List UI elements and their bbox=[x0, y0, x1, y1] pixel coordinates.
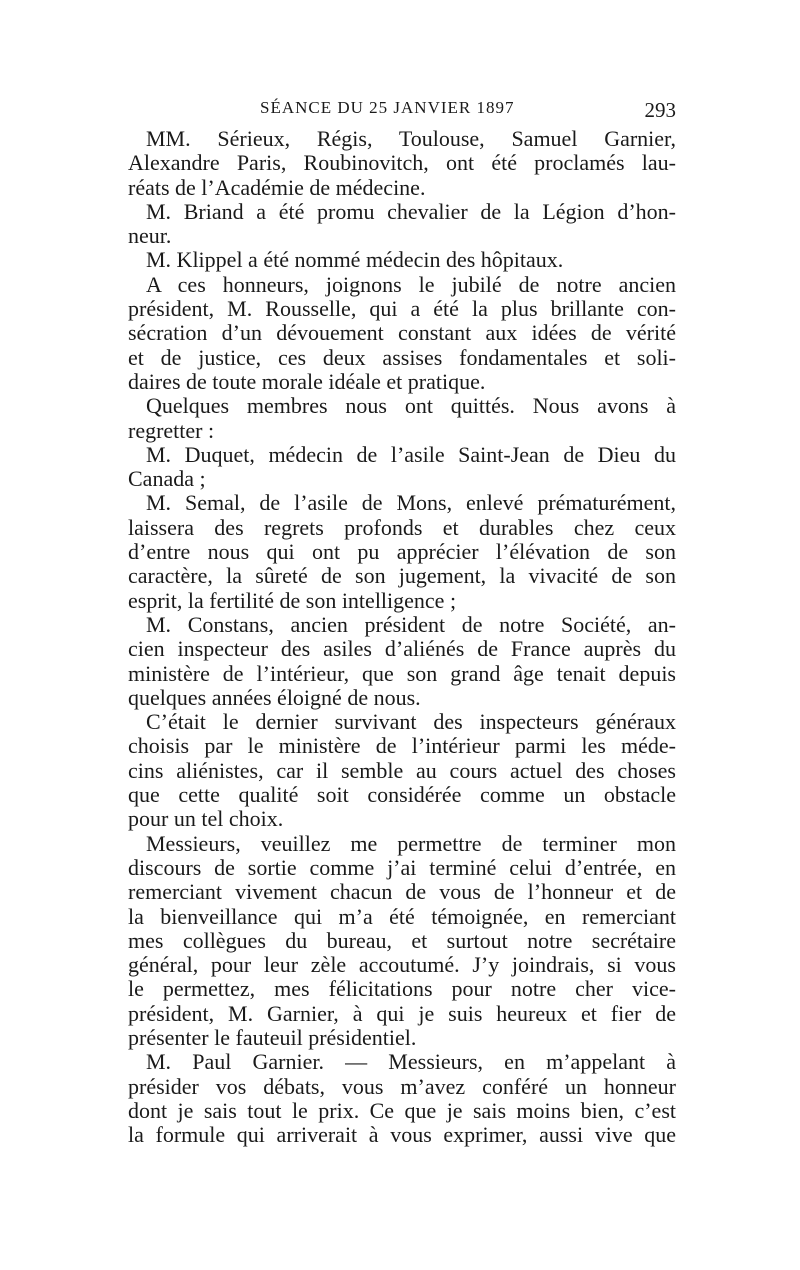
text-line: A ces honneurs, joignons le jubilé de notre ancien bbox=[146, 272, 676, 297]
text-line: remerciant vivement chacun de vous de l’honneur et de bbox=[128, 880, 676, 905]
text-line: d’entre nous qui ont pu apprécier l’élévation de son bbox=[128, 540, 676, 565]
text-line: daires de toute morale idéale et pratique. bbox=[128, 369, 486, 394]
text-line: dont je sais tout le prix. Ce que je sais moins bien, c’est bbox=[128, 1098, 676, 1123]
text-line: sécration d’un dévouement constant aux idées de vérité bbox=[128, 321, 676, 346]
text-line: Messieurs, veuillez me permettre de terminer mon bbox=[146, 831, 676, 856]
page-number: 293 bbox=[644, 98, 676, 122]
text-line: M. Constans, ancien président de notre Société, an- bbox=[146, 612, 676, 637]
text-line: Quelques membres nous ont quittés. Nous avons à bbox=[146, 394, 676, 419]
text-line: présenter le fauteuil présidentiel. bbox=[128, 1025, 417, 1050]
text-line: M. Semal, de l’asile de Mons, enlevé prématurément, bbox=[146, 491, 676, 516]
text-line: ministère de l’intérieur, que son grand âge tenait depuis bbox=[128, 661, 676, 686]
text-line: et de justice, ces deux assises fondamentales et soli- bbox=[128, 345, 676, 370]
text-line: cien inspecteur des asiles d’aliénés de France auprès du bbox=[128, 637, 676, 662]
running-title: SÉANCE DU 25 JANVIER 1897 bbox=[260, 98, 515, 117]
body-text bbox=[128, 127, 676, 1147]
text-line: président, M. Garnier, à qui je suis heureux et fier de bbox=[128, 1001, 676, 1026]
text-line: choisis par le ministère de l’intérieur parmi les méde- bbox=[128, 734, 676, 759]
text-line: M. Briand a été promu chevalier de la Légion d’hon- bbox=[146, 199, 676, 224]
text-line: M. Klippel a été nommé médecin des hôpitaux. bbox=[146, 248, 564, 273]
text-line: discours de sortie comme j’ai terminé celui d’entrée, en bbox=[128, 855, 676, 880]
text-line: pour un tel choix. bbox=[128, 807, 284, 832]
text-line: présider vos débats, vous m’avez conféré un honneur bbox=[128, 1074, 676, 1099]
text-line: caractère, la sûreté de son jugement, la vivacité de son bbox=[128, 564, 676, 589]
text-line: la bienveillance qui m’a été témoignée, en remerciant bbox=[128, 904, 676, 929]
text-line: que cette qualité soit considérée comme un obstacle bbox=[128, 783, 676, 808]
text-line: laissera des regrets profonds et durables chez ceux bbox=[128, 515, 676, 540]
text-line: président, M. Rousselle, qui a été la plus brillante con- bbox=[128, 297, 676, 322]
text-line: esprit, la fertilité de son intelligence ; bbox=[128, 588, 457, 613]
text-line: M. Paul Garnier. — Messieurs, en m’appelant à bbox=[146, 1050, 676, 1075]
text-line: général, pour leur zèle accoutumé. J’y joindrais, si vous bbox=[128, 953, 676, 978]
text-line: C’était le dernier survivant des inspecteurs généraux bbox=[146, 710, 676, 735]
text-line: quelques années éloigné de nous. bbox=[128, 685, 421, 710]
text-line: cins aliénistes, car il semble au cours actuel des choses bbox=[128, 758, 676, 783]
text-line: neur. bbox=[128, 224, 172, 249]
text-line: Canada ; bbox=[128, 467, 206, 492]
text-line: MM. Sérieux, Régis, Toulouse, Samuel Garnier, bbox=[146, 127, 676, 151]
text-line: mes collègues du bureau, et surtout notre secrétaire bbox=[128, 928, 676, 953]
text-line: réats de l’Académie de médecine. bbox=[128, 175, 426, 200]
text-line: M. Duquet, médecin de l’asile Saint-Jean de Dieu du bbox=[146, 442, 676, 467]
text-line: la formule qui arriverait à vous exprimer, aussi vive que bbox=[128, 1123, 676, 1148]
running-header bbox=[130, 98, 676, 124]
text-line: regretter : bbox=[128, 418, 215, 443]
text-line: Alexandre Paris, Roubinovitch, ont été proclamés lau- bbox=[128, 151, 676, 176]
text-line: le permettez, mes félicitations pour notre cher vice- bbox=[128, 977, 676, 1002]
